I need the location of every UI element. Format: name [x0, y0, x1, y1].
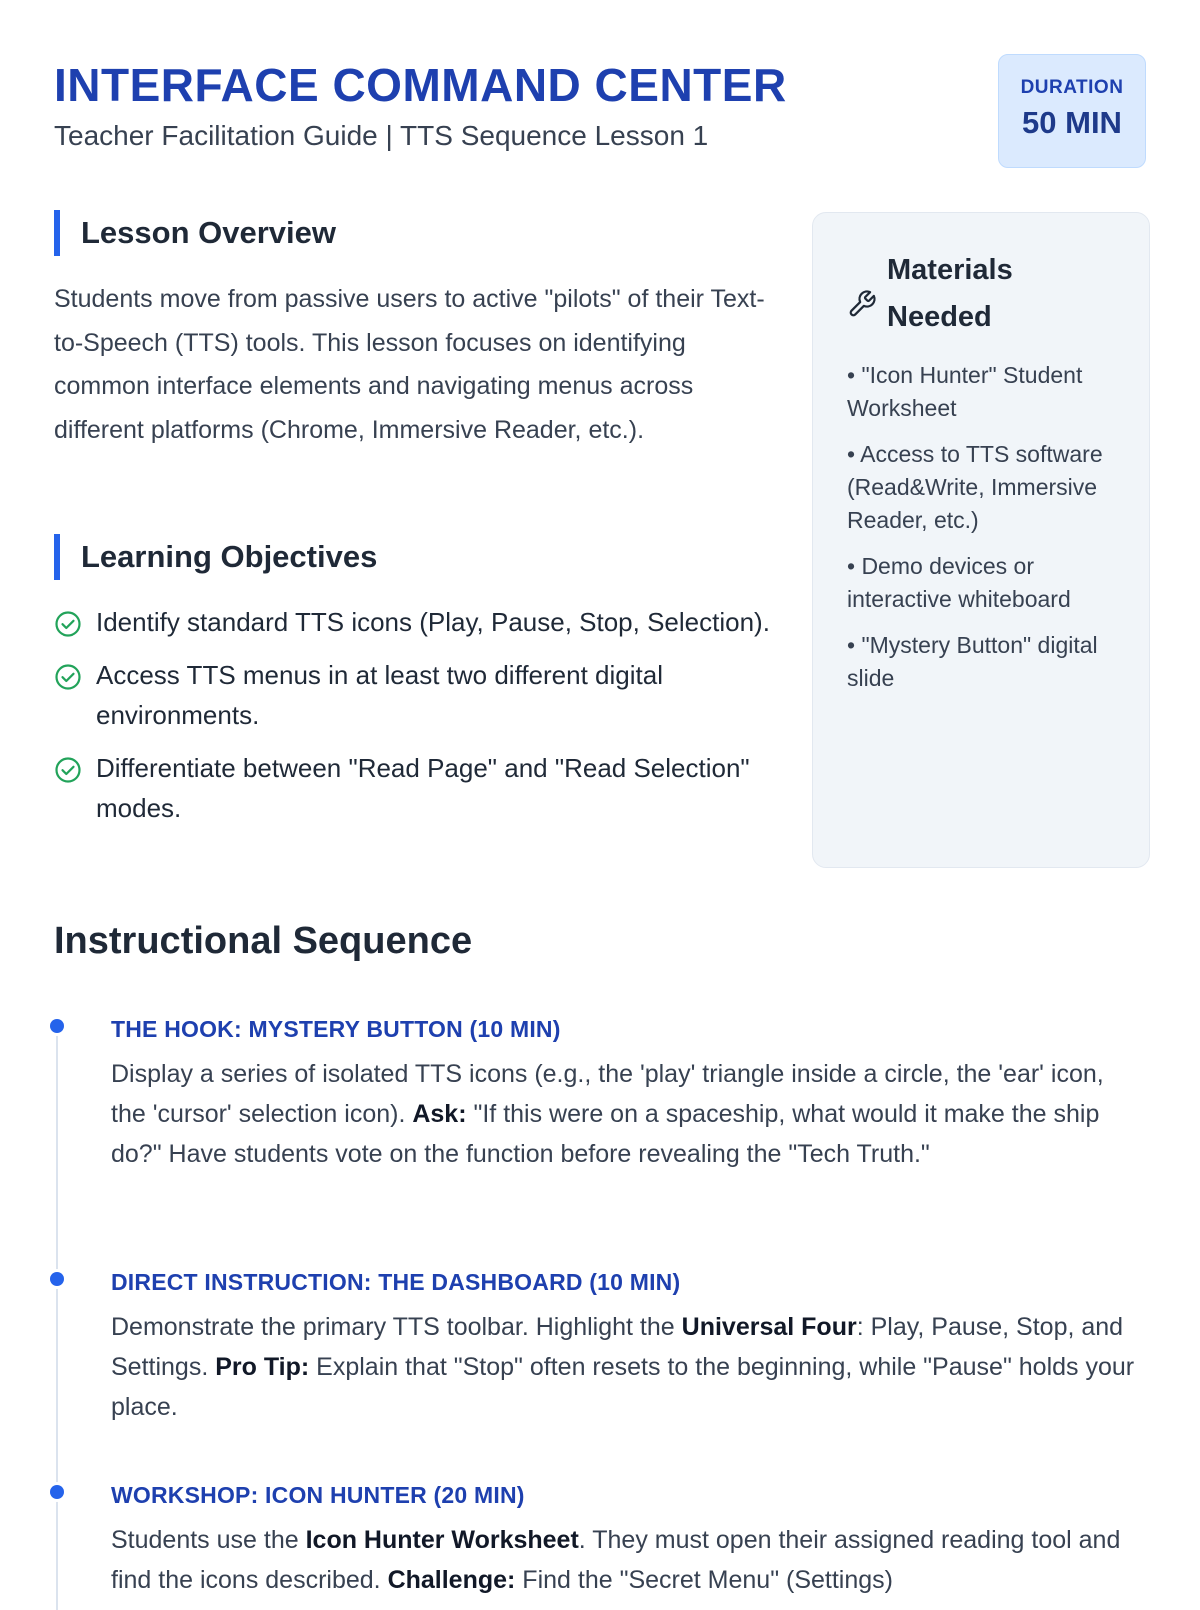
- step-title: DIRECT INSTRUCTION: THE DASHBOARD (10 MIN): [111, 1269, 681, 1295]
- materials-item: • "Icon Hunter" Student Worksheet: [847, 362, 1083, 421]
- duration-value: 50 MIN: [1022, 105, 1122, 140]
- wrench-icon: [847, 289, 877, 319]
- materials-item: • Access to TTS software (Read&Write, Immersive Reader, etc.): [847, 441, 1103, 533]
- timeline-dot: [50, 1485, 64, 1499]
- materials-header: [847, 247, 1117, 341]
- step-body: Display a series of isolated TTS icons (e.g., the 'play' triangle inside a circle, the 'ear' icon, the 'cursor' selection icon). Ask: "If this were on a spaceship, what would it make the ship do?" Have students vote on the function before revealing the "Tech Truth.": [111, 1060, 1104, 1168]
- objective-item: [54, 602, 774, 642]
- objective-item: [54, 748, 774, 828]
- objective-text: Access TTS menus in at least two different digital environments.: [96, 660, 663, 730]
- check-circle-icon: [54, 756, 82, 784]
- step-body: Demonstrate the primary TTS toolbar. Highlight the Universal Four: Play, Pause, Stop, and Settings. Pro Tip: Explain that "Stop" often resets to the beginning, while "Pause" holds your place.: [111, 1313, 1135, 1421]
- instructional-sequence-heading: Instructional Sequence: [54, 920, 473, 962]
- objective-item: [54, 655, 774, 735]
- lesson-overview-text: Students move from passive users to active "pilots" of their Text-to-Speech (TTS) tools. This lesson focuses on identifying common interface elements and navigating menus across different platforms (Chrome, Immersive Reader, etc.).: [54, 285, 765, 444]
- page-title: INTERFACE COMMAND CENTER: [54, 59, 787, 111]
- materials-list: [847, 359, 1127, 708]
- objective-text: Differentiate between "Read Page" and "Read Selection" modes.: [96, 753, 750, 823]
- check-circle-icon: [54, 663, 82, 691]
- objectives-list: [54, 602, 774, 841]
- objective-text: Identify standard TTS icons (Play, Pause, Stop, Selection).: [96, 607, 770, 637]
- learning-objectives-heading: Learning Objectives: [54, 534, 377, 580]
- page-subtitle: Teacher Facilitation Guide | TTS Sequence Lesson 1: [54, 120, 709, 151]
- materials-title: Materials Needed: [887, 254, 1013, 333]
- timeline-dot: [50, 1019, 64, 1033]
- check-circle-icon: [54, 610, 82, 638]
- materials-item: • Demo devices or interactive whiteboard: [847, 553, 1071, 612]
- step-title: THE HOOK: MYSTERY BUTTON (10 MIN): [111, 1016, 561, 1042]
- timeline-line: [56, 1030, 58, 1610]
- duration-badge: [998, 54, 1146, 168]
- duration-label: DURATION: [1020, 77, 1124, 98]
- materials-card: [812, 212, 1150, 868]
- materials-item: • "Mystery Button" digital slide: [847, 632, 1098, 691]
- lesson-overview-heading: Lesson Overview: [54, 210, 336, 256]
- step-body: Students use the Icon Hunter Worksheet. They must open their assigned reading tool and find the icons described. Challenge: Find the "Secret Menu" (Settings): [111, 1526, 1121, 1594]
- timeline-dot: [50, 1272, 64, 1286]
- step-title: WORKSHOP: ICON HUNTER (20 MIN): [111, 1482, 525, 1508]
